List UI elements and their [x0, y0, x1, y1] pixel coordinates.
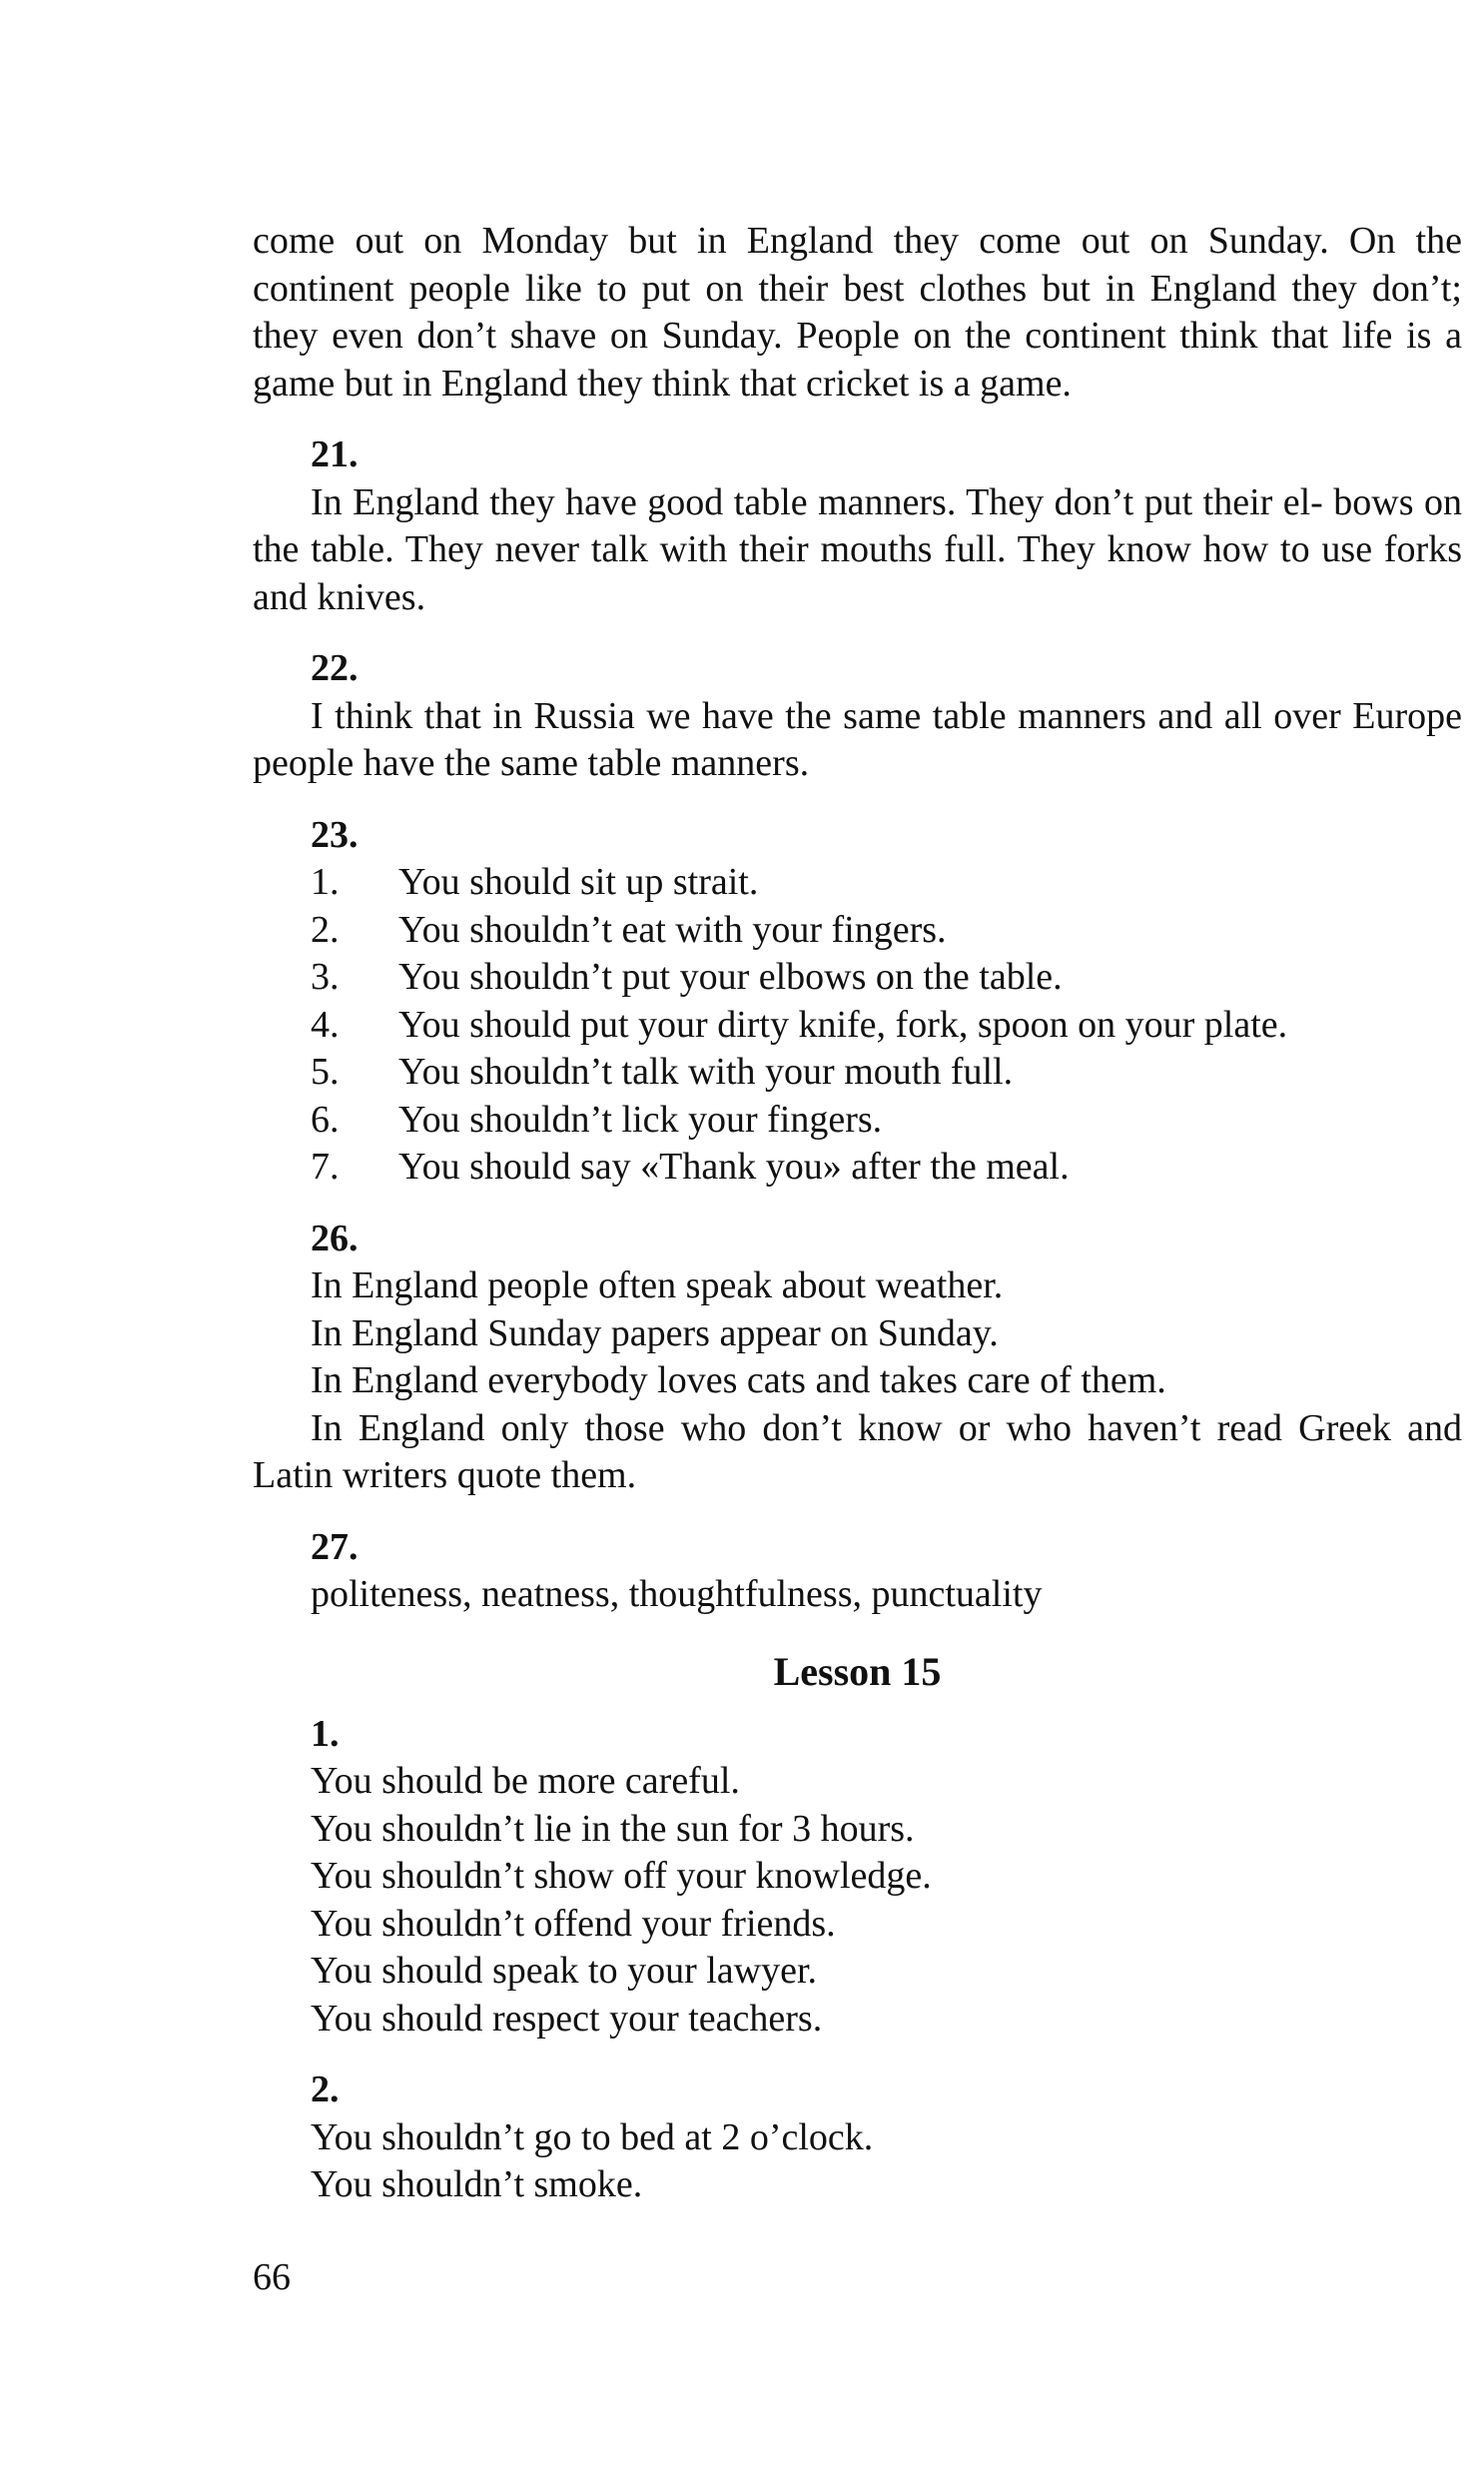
list-item-number: 6. [311, 1098, 340, 1141]
list-item [253, 859, 1462, 907]
exercise-22-paragraph: I think that in Russia we have the same table manners and all over Europe people have the same table manners. [253, 694, 1462, 784]
intro-paragraph: come out on Monday but in England they come out on Sunday. On the continent people like to put on their best clothes but in England they don’t; they even don’t shave on Sunday. People on the continent think that life is a game but in England they think that cricket is a game. [253, 220, 1462, 405]
exercise-number-2: 2. [311, 2068, 340, 2110]
lesson-title: Lesson 15 [773, 1648, 942, 1694]
text-line: You shouldn’t offend your friends. [311, 1902, 836, 1945]
exercise-26-paragraph: In England only those who don’t know or who haven’t read Greek and Latin writers quote them. [253, 1406, 1462, 1496]
text-line: In England everybody loves cats and takes care of them. [311, 1359, 1166, 1401]
text-line: In England Sunday papers appear on Sunday. [311, 1311, 999, 1354]
text-line: You shouldn’t smoke. [311, 2163, 643, 2205]
text-line: You should speak to your lawyer. [311, 1950, 818, 1992]
exercise-number-23: 23. [311, 813, 359, 856]
exercise-number-1: 1. [311, 1712, 340, 1755]
exercise-number-21: 21. [311, 433, 359, 475]
exercise-21-paragraph: In England they have good table manners. They don’t put their el- bows on the table. They never talk with their mouths full. They know how to use forks and knives. [253, 480, 1462, 618]
list-item-number: 2. [311, 908, 340, 951]
list-item-number: 3. [311, 956, 340, 998]
exercise-number-22: 22. [311, 647, 359, 689]
list-item-text: You should sit up strait. [398, 861, 759, 903]
exercise-number-27: 27. [311, 1525, 359, 1568]
list-item-text: You should put your dirty knife, fork, spoon on your plate. [398, 1003, 1288, 1046]
list-item-text: You shouldn’t lick your fingers. [398, 1098, 883, 1141]
list-item-text: You should say «Thank you» after the meal. [398, 1146, 1070, 1188]
list-item-number: 4. [311, 1003, 340, 1046]
list-item [253, 1144, 1462, 1192]
list-item [253, 954, 1462, 1002]
exercise-number-26: 26. [311, 1217, 359, 1259]
page-number: 66 [253, 2256, 291, 2298]
list-item-number: 7. [311, 1146, 340, 1188]
text-line: You should be more careful. [311, 1760, 740, 1802]
list-item [253, 907, 1462, 955]
page-content [253, 218, 1462, 2209]
list-item-text: You shouldn’t talk with your mouth full. [398, 1051, 1014, 1093]
list-item [253, 1097, 1462, 1145]
list-item [253, 1049, 1462, 1097]
text-line: politeness, neatness, thoughtfulness, punctuality [311, 1573, 1043, 1615]
list-item-number: 1. [311, 861, 340, 903]
list-item-text: You shouldn’t put your elbows on the table. [398, 956, 1063, 998]
text-line: You shouldn’t go to bed at 2 o’clock. [311, 2115, 874, 2158]
text-line: You should respect your teachers. [311, 1997, 823, 2040]
list-item-number: 5. [311, 1051, 340, 1093]
text-line: You shouldn’t show off your knowledge. [311, 1855, 932, 1897]
list-item-text: You shouldn’t eat with your fingers. [398, 908, 947, 951]
list-item [253, 1002, 1462, 1050]
text-line: In England people often speak about weather. [311, 1264, 1004, 1306]
text-line: You shouldn’t lie in the sun for 3 hours. [311, 1807, 915, 1850]
